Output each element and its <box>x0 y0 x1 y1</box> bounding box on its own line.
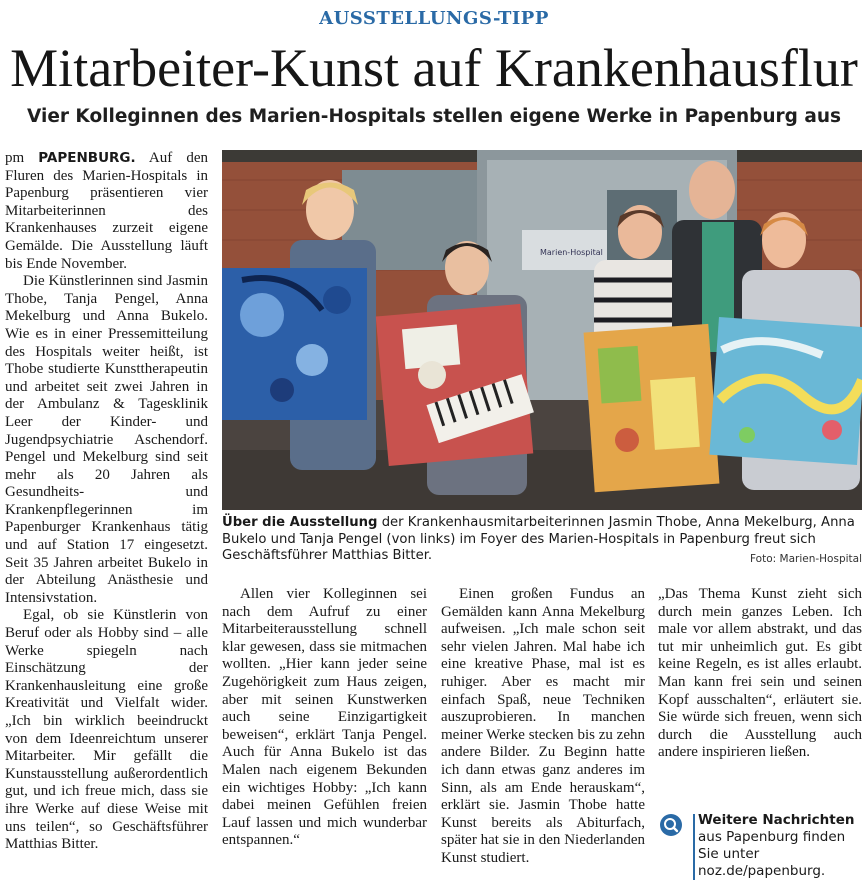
paragraph: Die Künstlerinnen sind Jasmin Thobe, Tanja Pengel, Anna Mekelburg und Anna Bukelo. Wie es in einer Pressemitteilung des Hospitals weiter heißt, ist Thobe studierte Kunsttherapeutin und arbeitet seit zwei Jahren in der Ambulanz & Tagesklinik Leer der Kinder- und Jugendpsychiatrie Aschendorf. Pengel und Mekelburg sind seit mehr als 20 Jahren als Gesundheits- und Krankenpflegerinnen im Papenburger Krankenhaus tätig und auf Station 17 eingesetzt. Seit 35 Jahren arbeitet Bukelo in der Abteilung Anästhesie und Intensivstation. <box>5 273 208 606</box>
paragraph: Allen vier Kolleginnen sei nach dem Aufruf zu einer Mitarbeiterausstellung schnell klar gewesen, dass sie mitmachen wollten. „Hier kann jeder seine Zugehörigkeit zum Haus zeigen, aber mit seinen Kunstwerken auch seine Einzigartigkeit beweisen“, erklärt Tanja Pengel. Auch für Anna Bukelo ist das Malen nach eigenem Bekunden ein wichtiges Hobby: „Ich kann dabei meinen Gefühlen freien Lauf lassen und mich wunderbar entspannen.“ <box>222 586 427 849</box>
lead-paragraph <box>5 150 208 273</box>
caption-text: der Krankenhausmitarbeiterinnen Jasmin Thobe, Anna Mekelburg, Anna Bukelo und Tanja Pengel (von links) im Foyer des Marien-Hospitals in Papenburg freut sich Geschäftsführer Matthias Bitter. <box>222 515 855 563</box>
article-column-2 <box>222 586 427 850</box>
kicker: AUSSTELLUNGS-TIPP <box>319 8 549 29</box>
more-news-box[interactable] <box>658 812 864 882</box>
caption-lead: Über die Ausstellung <box>222 515 378 530</box>
headline: Mitarbeiter-Kunst auf Krankenhausflur <box>10 38 858 98</box>
more-news-text <box>698 812 864 880</box>
more-news-link[interactable]: aus Papenburg finden Sie unter noz.de/papenburg. <box>698 829 846 879</box>
paragraph: „Das Thema Kunst zieht sich durch mein ganzes Leben. Ich male vor allem abstrakt, und das tut mir unheimlich gut. Es gibt keine Regeln, es ist alles erlaubt. Man kann frei sein und seinen Kopf ausschalten“, erläutert sie. Sie würde sich freuen, wenn sich durch die Ausstellung auch andere inspirieren ließen. <box>658 586 862 761</box>
more-news-title: Weitere Nachrichten <box>698 812 855 828</box>
dateline: PAPENBURG. <box>38 150 136 166</box>
paragraph: Egal, ob sie Künstlerin von Beruf oder als Hobby sind – alle Werke spiegeln nach Einschätzung der Krankenhausleitung eine große Kreativität und Vielfalt wider. „Ich bin wirklich beeindruckt von dem Ideenreichtum unserer Mitarbeiter. Mir gefällt die Kunstausstellung außerordentlich gut, und ich freue mich, dass sie ihre Werke auf diese Weise mit uns teilen“, so Geschäftsführer Matthias Bitter. <box>5 607 208 853</box>
article-photo <box>222 150 862 510</box>
author: pm <box>5 150 25 166</box>
article-column-4 <box>658 586 862 762</box>
photo-credit: Foto: Marien-Hospital <box>750 553 862 565</box>
subheadline: Vier Kolleginnen des Marien-Hospitals stellen eigene Werke in Papenburg aus <box>26 106 842 127</box>
paragraph: Einen großen Fundus an Gemälden kann Anna Mekelburg aufweisen. „Ich male schon seit sehr vielen Jahren. Mal habe ich eine kreative Phase, mal ist es ruhiger. Aber es macht mir einfach Spaß, neue Techniken auszuprobieren. In manchen meiner Werke stecken bis zu zehn andere Bilder. Zu Beginn hatte ich dann etwas ganz anderes im Sinn, als am Ende herauskam“, erklärt sie. Jasmin Thobe hatte Kunst bereits als Abiturfach, später hat sie in den Niederlanden Kunst studiert. <box>441 586 645 866</box>
article-column-3 <box>441 586 645 868</box>
article-column-1 <box>5 150 208 854</box>
sign-text: Marien-Hospital <box>540 248 603 257</box>
divider <box>693 814 695 880</box>
search-icon <box>660 814 682 836</box>
paragraph-text: Auf den Fluren des Marien-Hospitals in Papenburg präsentieren vier Mitarbeiterinnen des Krankenhauses zurzeit eigene Gemälde. Die Ausstellung läuft bis Ende November. <box>5 150 208 272</box>
